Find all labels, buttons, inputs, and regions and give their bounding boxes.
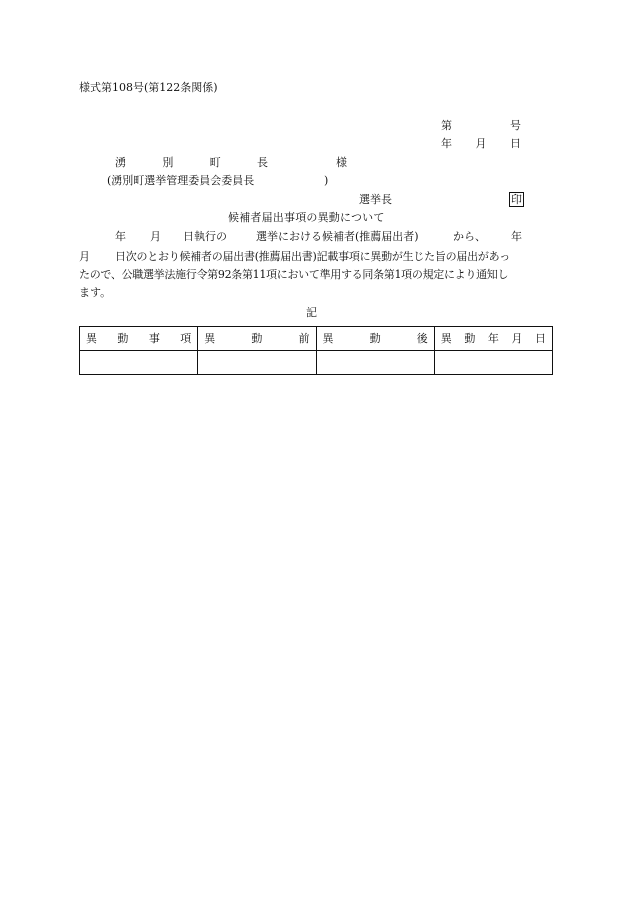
table-cell bbox=[316, 351, 434, 375]
seal-stamp bbox=[509, 192, 524, 207]
body-word: 年 bbox=[115, 230, 126, 243]
header-char: 動 bbox=[369, 331, 381, 345]
body-line: ます。 bbox=[79, 286, 112, 299]
seal-mark: 印 bbox=[511, 193, 522, 206]
addressee-char: 長 bbox=[256, 156, 268, 169]
header-char: 異 bbox=[440, 331, 452, 345]
table-header-row bbox=[80, 327, 553, 351]
body-line: たので、公職選挙法施行令第92条第11項において準用する同条第1項の規定により通知し bbox=[79, 268, 509, 281]
header-char: 月 bbox=[511, 331, 523, 345]
body-word: 選挙における候補者(推薦届出者) bbox=[256, 230, 419, 243]
body-word: 日執行の bbox=[183, 230, 227, 243]
body-word: 月 bbox=[150, 230, 161, 243]
document-number bbox=[441, 119, 521, 132]
doc-number-prefix: 第 bbox=[441, 119, 452, 132]
header-char: 項 bbox=[180, 331, 192, 345]
addressee-char: 湧 bbox=[115, 156, 126, 169]
header-char: 年 bbox=[487, 331, 499, 345]
header-char: 後 bbox=[416, 331, 428, 345]
header-char: 異 bbox=[86, 331, 97, 345]
addressee-subtitle: (湧別町選挙管理委員会委員長 bbox=[107, 174, 255, 187]
header-change-item bbox=[80, 327, 198, 351]
header-char: 動 bbox=[117, 331, 129, 345]
date-day: 日 bbox=[510, 137, 521, 150]
addressee-honorific: 様 bbox=[336, 156, 347, 169]
header-char: 前 bbox=[298, 331, 310, 345]
header-change-date bbox=[434, 327, 552, 351]
body-line: 日次のとおり候補者の届出書(推薦届出書)記載事項に異動が生じた旨の届出があっ bbox=[115, 250, 510, 263]
sender-title: 選挙長 bbox=[359, 193, 392, 206]
change-table bbox=[79, 326, 553, 375]
addressee-name bbox=[115, 156, 268, 169]
addressee-char: 別 bbox=[162, 156, 174, 169]
form-number: 様式第108号(第122条関係) bbox=[79, 81, 218, 94]
table-row bbox=[80, 351, 553, 375]
date-year: 年 bbox=[441, 137, 452, 150]
addressee-subtitle-close: ) bbox=[324, 174, 329, 187]
header-char: 異 bbox=[204, 331, 216, 345]
body-word: 年 bbox=[511, 230, 522, 243]
body-word: から、 bbox=[453, 230, 486, 243]
header-char: 動 bbox=[251, 331, 263, 345]
header-char: 事 bbox=[148, 331, 160, 345]
document-title: 候補者届出事項の異動について bbox=[228, 211, 385, 224]
table-cell bbox=[80, 351, 198, 375]
doc-number-suffix: 号 bbox=[510, 119, 521, 132]
table-cell bbox=[198, 351, 316, 375]
header-char: 動 bbox=[464, 331, 476, 345]
header-char: 日 bbox=[535, 331, 546, 345]
issue-date bbox=[441, 137, 521, 150]
addressee-char: 町 bbox=[209, 156, 221, 169]
table-cell bbox=[434, 351, 552, 375]
header-before-change bbox=[198, 327, 316, 351]
header-after-change bbox=[316, 327, 434, 351]
ki-heading: 記 bbox=[306, 306, 317, 319]
header-char: 異 bbox=[322, 331, 334, 345]
body-word: 月 bbox=[79, 250, 90, 263]
date-month: 月 bbox=[475, 137, 487, 150]
